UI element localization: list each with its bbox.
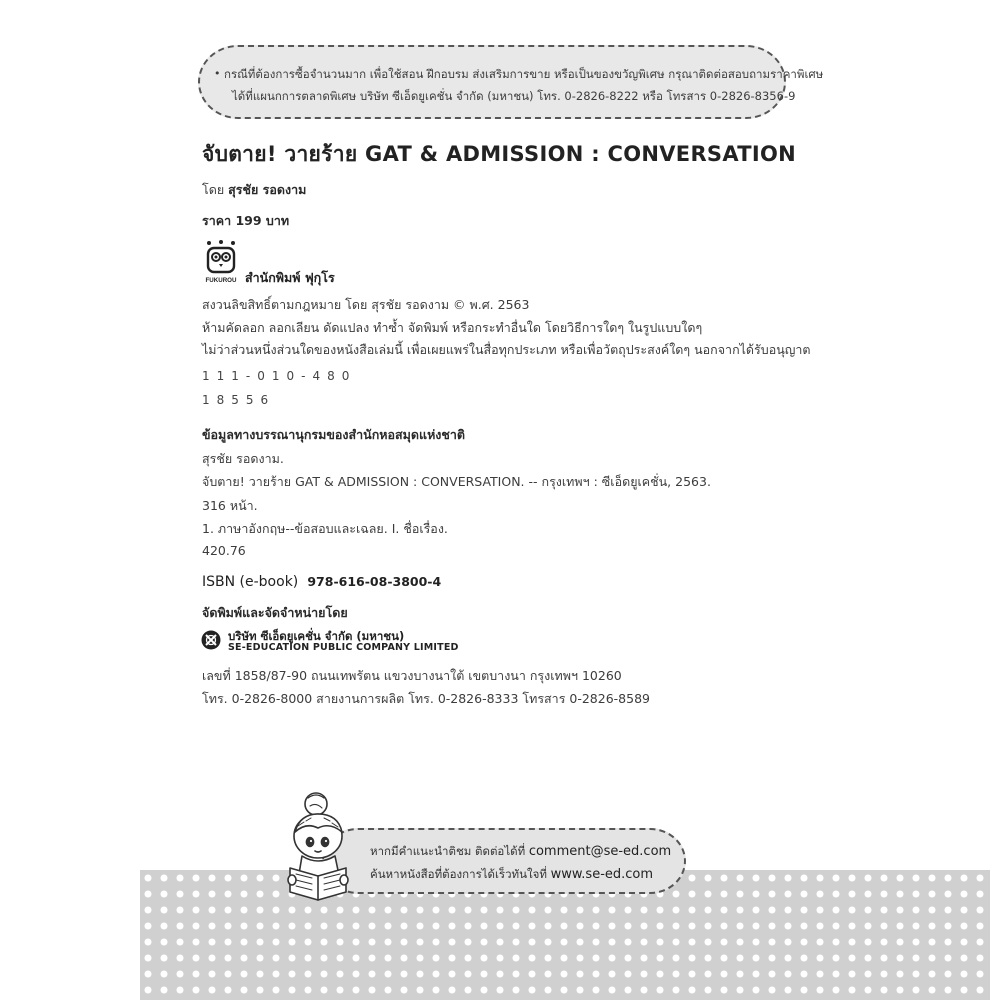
contact-line-1	[370, 840, 672, 863]
isbn-label: ISBN (e-book)	[202, 574, 299, 590]
distributor-name-thai: บริษัท ซีเอ็ดยูเคชั่น จำกัด (มหาชน)	[228, 629, 405, 643]
contact-email: comment@se-ed.com	[528, 844, 672, 859]
girl-reading-illustration	[280, 788, 390, 908]
notice-line-1: กรณีที่ต้องการซื้อจำนวนมาก เพื่อใช้สอน ฝึกอบรม ส่งเสริมการขาย หรือเป็นของขวัญพิเศษ กรุณาติดต่อสอบถามราคาพิเศษ	[224, 67, 824, 81]
cip-heading: ข้อมูลทางบรรณานุกรมของสำนักหอสมุดแห่งชาติ	[202, 427, 466, 442]
copyright-line-2: ห้ามคัดลอก ลอกเลียน ดัดแปลง ทำซ้ำ จัดพิมพ์ หรือกระทำอื่นใด โดยวิธีการใดๆ ในรูปแบบใดๆ	[202, 320, 703, 335]
isbn-line	[202, 571, 441, 590]
by-label: โดย	[202, 182, 225, 197]
book-title: จับตาย! วายร้าย GAT & ADMISSION : CONVERSATION	[202, 142, 797, 166]
distributor-phones: โทร. 0-2826-8000 สายงานการผลิต โทร. 0-2826-8333 โทรสาร 0-2826-8589	[202, 691, 650, 706]
cip-author: สุรชัย รอดงาม.	[202, 451, 284, 466]
fukurou-owl-logo	[201, 240, 241, 284]
cip-class-number: 420.76	[202, 543, 246, 558]
author-line	[202, 180, 306, 200]
cip-title-line: จับตาย! วายร้าย GAT & ADMISSION : CONVERSATION. -- กรุงเทพฯ : ซีเอ็ดยูเคชั่น, 2563.	[202, 474, 711, 489]
publisher-name: สำนักพิมพ์ ฟุกุโร	[245, 270, 335, 285]
distributor-name-english: SE-EDUCATION PUBLIC COMPANY LIMITED	[228, 642, 459, 653]
contact-website: www.se-ed.com	[550, 867, 654, 882]
contact-line-2	[370, 863, 664, 886]
author-name: สุรชัย รอดงาม	[228, 182, 307, 197]
notice-line-2: ได้ที่แผนกการตลาดพิเศษ บริษัท ซีเอ็ดยูเคชั่น จำกัด (มหาชน) โทร. 0-2826-8222 หรือ โทรสาร 0-2826-8356-9	[232, 89, 796, 103]
cip-subjects: 1. ภาษาอังกฤษ--ข้อสอบและเฉลย. I. ชื่อเรื่อง.	[202, 521, 448, 536]
copyright-line-1: สงวนลิขสิทธิ์ตามกฎหมาย โดย สุรชัย รอดงาม © พ.ศ. 2563	[202, 297, 530, 312]
owl-logo-text: FUKUROU	[205, 277, 237, 284]
contact-search-text: ค้นหาหนังสือที่ต้องการได้เร็วทันใจที่	[370, 867, 547, 881]
distributor-heading: จัดพิมพ์และจัดจำหน่ายโดย	[202, 605, 348, 620]
cip-pages: 316 หน้า.	[202, 498, 258, 513]
product-code: 111-010-480	[202, 369, 357, 383]
copyright-line-3: ไม่ว่าส่วนหนึ่งส่วนใดของหนังสือเล่มนี้ เพื่อเผยแพร่ในสื่อทุกประเภท หรือเพื่อวัตถุประสงค์ใดๆ นอกจากได้รับอนุญาต	[202, 342, 811, 357]
item-code: 18556	[202, 393, 276, 407]
isbn-value: 978-616-08-3800-4	[307, 574, 442, 589]
se-education-logo	[201, 630, 221, 650]
price: ราคา 199 บาท	[202, 213, 290, 228]
contact-feedback-text: หากมีคำแนะนำติชม ติดต่อได้ที่	[370, 844, 526, 858]
special-order-notice	[198, 45, 824, 119]
notice-bullet: •	[214, 67, 221, 80]
distributor-address: เลขที่ 1858/87-90 ถนนเทพรัตน แขวงบางนาใต้ เขตบางนา กรุงเทพฯ 10260	[202, 668, 622, 683]
